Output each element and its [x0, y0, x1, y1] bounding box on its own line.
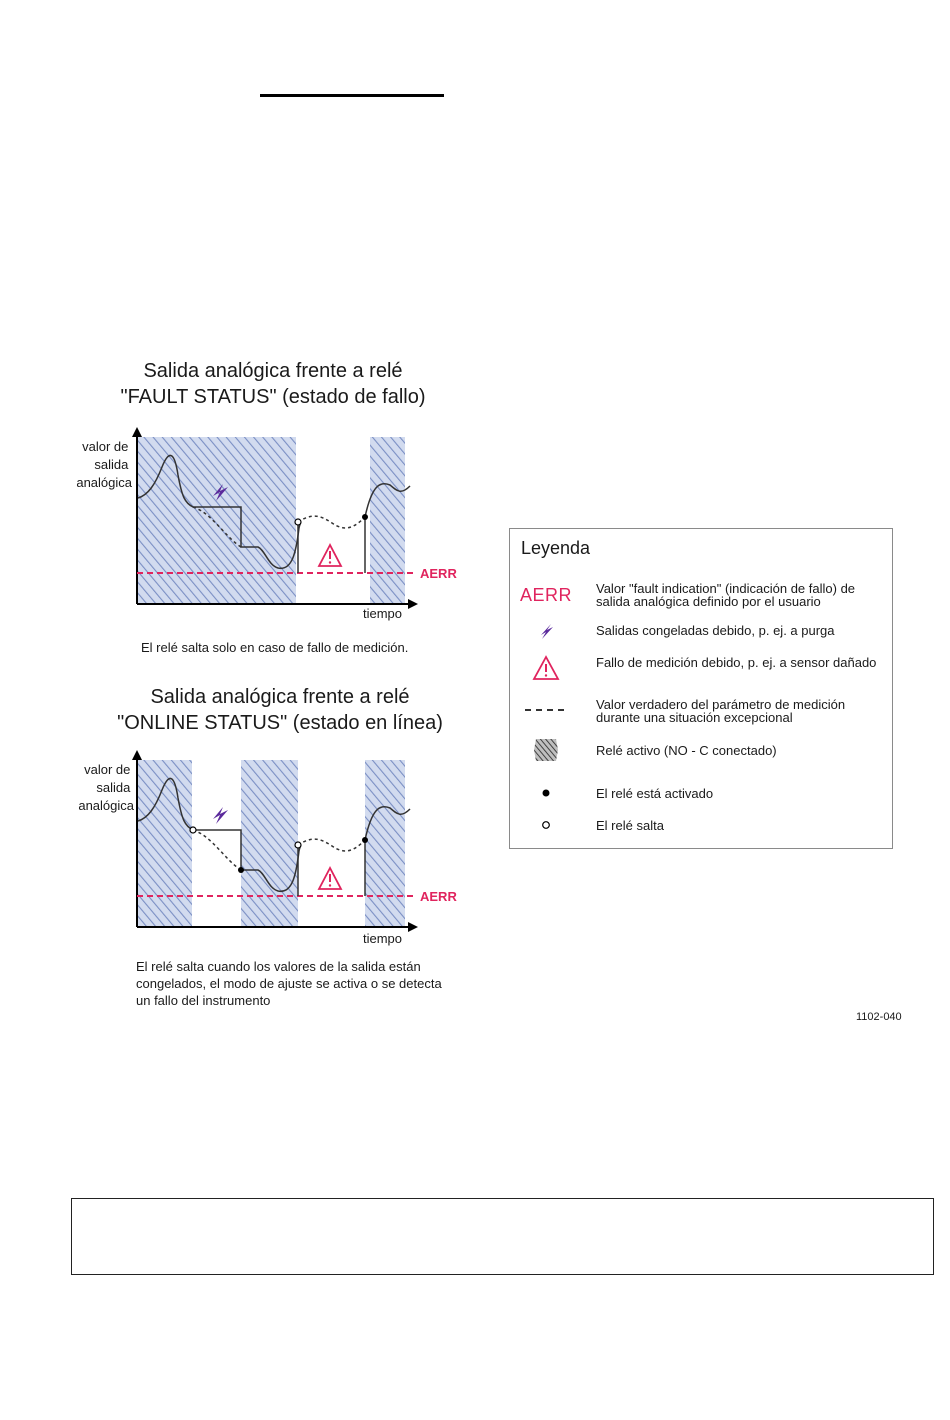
relay-trips-dot [190, 827, 196, 833]
legend-item-text: Salidas congeladas debido, p. ej. a purga [596, 623, 835, 638]
warning-triangle-icon [319, 868, 341, 889]
y-axis-label: valor de salida analógica [76, 439, 132, 490]
aerr-label: AERR [420, 889, 457, 904]
dashed-line-icon [523, 705, 569, 715]
relay-active-zone [365, 760, 405, 927]
aerr-text-icon: AERR [519, 584, 572, 605]
aerr-label: AERR [420, 566, 457, 581]
y-axis-label: valor de salida analógica [78, 762, 134, 813]
bottom-box [71, 1198, 934, 1275]
relay-active-zone [370, 437, 405, 604]
filled-dot-icon [541, 788, 551, 798]
legend-item [510, 621, 892, 641]
figure1-title: Salida analógica frente a relé "FAULT STATUS" (estado de fallo) [120, 360, 426, 408]
true-value-curve [193, 830, 241, 870]
true-value-curve [298, 839, 365, 851]
figure2-diagram [60, 748, 480, 948]
figure2-title: Salida analógica frente a relé "ONLINE STATUS" (estado en línea) [117, 686, 443, 734]
legend-item-text: Valor "fault indication" (indicación de fallo) de salida analógica definido por el usuario [596, 581, 856, 609]
figure1-diagram [60, 425, 480, 625]
legend-item [510, 783, 892, 803]
lightning-icon [213, 807, 228, 824]
legend-box [509, 528, 893, 849]
relay-trips-dot [295, 519, 301, 525]
warning-triangle-icon [532, 655, 560, 681]
legend-item [510, 653, 892, 683]
header-rule [260, 94, 444, 97]
legend-item-text: Fallo de medición debido, p. ej. a sensor dañado [596, 655, 877, 670]
legend-item-text: El relé está activado [596, 786, 714, 801]
x-axis-label: tiempo [363, 931, 403, 946]
hatch-icon [532, 736, 560, 764]
relay-trips-dot [295, 842, 301, 848]
true-value-curve [298, 516, 365, 528]
figure1-caption: El relé salta solo en caso de fallo de medición. [141, 640, 409, 655]
legend-item-text: Valor verdadero del parámetro de medición durante una situación excepcional [596, 697, 846, 725]
legend-item [510, 581, 892, 609]
lightning-icon [536, 621, 556, 641]
legend-item [510, 735, 892, 765]
legend-item-text: El relé salta [596, 818, 664, 833]
open-dot-icon [541, 820, 551, 830]
legend-item [510, 695, 892, 725]
relay-active-zone [241, 760, 298, 927]
figure2-caption: El relé salta cuando los valores de la salida están congelados, el modo de ajuste se activa o se detecta un fallo del instrumento [136, 959, 442, 1008]
legend-item-text: Relé activo (NO - C conectado) [596, 743, 777, 758]
warning-triangle-icon [319, 545, 341, 566]
relay-activated-dot [238, 867, 244, 873]
legend-item [510, 815, 892, 835]
legend-title: Leyenda [521, 538, 591, 558]
x-axis-label: tiempo [363, 606, 403, 621]
figure-code: 1102-040 [856, 1011, 902, 1023]
relay-active-zone [137, 437, 296, 604]
relay-activated-dot [362, 837, 368, 843]
relay-activated-dot [362, 514, 368, 520]
